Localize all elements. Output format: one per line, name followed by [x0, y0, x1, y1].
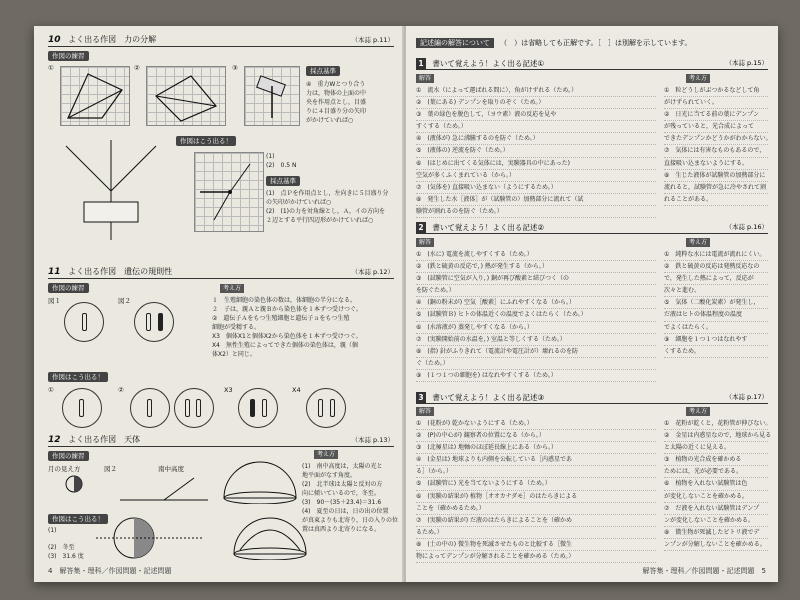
answer-tag: 解答: [416, 74, 434, 83]
section-reference: （本誌 p.17）: [725, 393, 768, 401]
exam-tag: 作図はこう出る！: [48, 514, 108, 524]
practice-tag: 作図の練習: [48, 451, 89, 461]
question-label: ③: [232, 64, 238, 72]
approach-tag: 考え方: [220, 284, 244, 293]
page-footer: 4 解答集・理科／作図問題・記述問題: [48, 567, 172, 575]
section-title: 書いて覚えよう！よく出る記述③: [432, 393, 545, 402]
exam-answers: (1) (2) 0.5 N: [266, 153, 297, 169]
answer-note-text: （ ）は省略しても正解です。［ ］は別解を示しています。: [500, 39, 692, 47]
section-title: よく出る作図 力の分解: [68, 35, 157, 44]
section-title: 書いて覚えよう！よく出る記述②: [432, 223, 545, 232]
question-label: ①: [48, 386, 54, 394]
exam-tag: 作図はこう出る！: [176, 136, 236, 146]
section-1-header: [416, 58, 768, 70]
chromosome: [79, 399, 84, 417]
book-spread: [34, 26, 778, 582]
section-reference: （本誌 p.15）: [725, 59, 768, 67]
section-reference: （本誌 p.11）: [351, 36, 394, 44]
cell-diagram-2: [134, 302, 174, 342]
sun-path-diagram: [230, 510, 310, 560]
approach-tag: 考え方: [686, 238, 710, 247]
cell-answer-x4: [306, 388, 346, 428]
page-footer: 解答集・理科／作図問題・記述問題 5: [642, 567, 766, 575]
force-diagram-2: [146, 66, 226, 126]
string-force-diagram: [56, 136, 166, 244]
chromosome: [185, 399, 190, 417]
answer-note: [416, 38, 692, 48]
approach-text-12: (1) 南中高度は，太陽の光と 地平面がなす角度。 (2) 北半球は太陽と反対の方 向に傾いているので，冬至。 (3) 90－(35＋23.4)＝31.6 (4) 夏至の日は，日の出の位置 が真東よりも北寄り，日の入りの位 置は真西より北寄りになる。: [302, 463, 399, 533]
cell-answer-3: [174, 388, 214, 428]
chromosome: [262, 399, 267, 417]
section-reference: （本誌 p.13）: [351, 436, 394, 444]
earth-orbit-diagram: [94, 514, 204, 562]
exam-force-diagram: [194, 152, 264, 232]
answer-tag: 解答: [416, 407, 434, 416]
section-number: 10: [48, 35, 61, 45]
section-2-header: [416, 222, 768, 234]
chromosome: [196, 399, 201, 417]
chromosome: [146, 313, 151, 331]
question-label: X4: [292, 386, 301, 394]
section-title: よく出る作図 天体: [68, 435, 141, 444]
chromosome: [147, 399, 152, 417]
section-number: 1: [416, 58, 426, 69]
criteria-tag: 採点基準: [306, 66, 340, 76]
answer-tag: 解答: [416, 238, 434, 247]
section-number: 11: [48, 267, 61, 277]
exam-answers-12: (1) (2) 冬至 (3) 31.6 度: [48, 527, 84, 560]
moon-phase-diagram: [54, 474, 94, 494]
chromosome: [158, 313, 163, 331]
altitude-label: 南中高度: [158, 465, 184, 473]
section-12-header: [48, 434, 394, 447]
section-2-answers: ① (水に) 電流を流しやすくする（ため。） ② (鉄と硫黄の反応で，) 熱が発生する（から。） ③ (試験管に空気が入り，) 銅が再び酸素と結びつく（の を防ぐため。） ④ (銅の粉末が) 空気［酸素］にふれやすくなる（から。） ⑤ (試験管Ｂ) ヒトの体温近くの温度でよくはたらく（ため。） ⑥ (水溶液が) 蒸発しやすくなる（から。） ⑦ (実験開始前の水温を，) 室温と等しくする（ため。） ⑧ (指) 針がふりきれて（電流計や電圧計が）壊れるのを防 ぐ（ため。） ⑨ (１つ１つの細胞を) はなれやすくする（ため。）: [416, 249, 656, 382]
moon-label: 月の見え方: [48, 465, 81, 473]
section-1-notes: ① 粒どうしがぶつかるなどして角 がけずられていく。 ② 日光に当てる前の葉にデンプン が残っていると，光合成によって できたデンプンかどうかがわからない。 ⑦ 気体には有害なものもあるので， 直接吸い込まないようにする。 ⑧ 生じた液体が試験管の加熱部分に 流れると，試験管が急に冷やされて割 れることがある。: [664, 85, 768, 206]
altitude-diagram: [114, 474, 214, 504]
section-title: 書いて覚えよう！よく出る記述①: [432, 59, 545, 68]
celestial-sphere-diagram: [220, 454, 300, 504]
approach-tag: 考え方: [686, 74, 710, 83]
question-label: ②: [118, 386, 124, 394]
section-3-notes: ① 花粉が乾くと，花粉管が伸びない。 ② 金星は内惑星なので，地球から見る と太陽の近くに見える。 ③ 植物の光合成を確かめる ためには，光が必要である。 ⑥ 植物を入れない試験管は色 が変化しないことを確かめる。 ⑦ だ液を入れない試験管はデンプ ンが変化しないことを確かめる。 ⑧ 微生物が死滅したビトリ液でデ ンプンが分解しないことを確かめる。: [664, 418, 768, 551]
criteria-text-2: (1) 点Ｐを作用点とし，左向きに５目盛り分 の矢印がかけていれば○ (2) (1)の力を対角線とし，Ａ，イの方向を ２辺とする平行四辺形がかけていれば○: [266, 190, 389, 224]
section-11-header: [48, 266, 394, 279]
section-3-answers: ① (花粉が) 乾かないようにする（ため。） ② (P)の中心が) 観察者の位置になる（から。） ③ (北極星は) 地軸のほぼ延長線上にある（から。） ④ (金星は) 地球よりも内側を公転している［内惑星であ る］（から。） ⑤ (試験管に) 光を当てないようにする（ため。） ⑥ (実験の結果が) 植物［オオカナダモ］のはたらきによる ことを（確かめるため。） ⑦ (実験の結果が) だ液のはたらきによることを（確かめ るため。） ⑧ (土の中の) 微生物を死滅させたものと比較する［微生 物によってデンプンが分解されることを確かめる（ため。）: [416, 418, 656, 563]
section-reference: （本誌 p.16）: [725, 223, 768, 231]
practice-tag: 作図の練習: [48, 283, 89, 293]
left-page: [34, 26, 404, 582]
force-diagram-1: [60, 66, 130, 126]
approach-tag: 考え方: [686, 407, 710, 416]
figure-label: 図２: [104, 465, 117, 473]
chromosome: [318, 399, 323, 417]
figure-label: 図１: [48, 297, 61, 305]
section-number: 2: [416, 222, 426, 233]
approach-tag: 考え方: [314, 450, 338, 459]
cell-answer-x3: [238, 388, 278, 428]
section-3-header: [416, 392, 768, 404]
section-2-notes: ① 純粋な水には電流が流れにくい。 ② 鉄と硫黄の反応は発熱反応なの で，発生した熱によって，反応が 次々と進む。 ⑤ 気体（二酸化炭素）が発生し， だ液はヒトの体温程度の温度 でよくはたらく。 ⑨ 細胞を１つ１つはなれやす くするため。: [664, 249, 768, 358]
criteria-text: ④ 重力Wとつり合う 力は，物体の上面の中 央を作用点とし，目盛 りに４目盛り分の矢印 がかけていれば○: [306, 81, 367, 124]
question-label: ②: [134, 64, 140, 72]
question-label: X3: [224, 386, 233, 394]
practice-tag: 作図の練習: [48, 51, 89, 61]
question-label: ①: [48, 64, 54, 72]
section-number: 12: [48, 435, 61, 445]
chromosome: [330, 399, 335, 417]
chromosome: [250, 399, 255, 417]
section-number: 3: [416, 392, 426, 403]
section-reference: （本誌 p.12）: [351, 268, 394, 276]
exam-tag: 作図はこう出る！: [48, 372, 108, 382]
chromosome: [82, 313, 87, 331]
force-diagram-3: [244, 66, 300, 126]
section-10-header: [48, 34, 394, 47]
approach-text-11: １ 生殖細胞の染色体の数は，体細胞の半分になる。 ２ 子は，親Ａと親Ｂから染色体を１本ずつ受けつぐ。 ② 遺伝子Ａをもつ生殖細胞と遺伝子ａをもつ生殖 細胞が受精する。 X3 個体X1と個体X2から染色体を１本ずつ受けつぐ。 X4 無性生殖によってできた個体の染色体は，親（個 体X2）と同じ。: [212, 297, 362, 358]
section-1-answers: ① 流水（によって運ばれる間に），角がけずれる（ため。） ② (葉にある) デンプンを取りのぞく（ため。） ③ 葉の緑色を脱色して，（ヨウ素）液の反応を見や すくする（ため。） ④ (液体が) 急に沸騰するのを防ぐ（ため。） ⑤ (液体の) 逆流を防ぐ（ため。） ⑥ (はじめに出てくる気体には，実験器具の中にあった) 空気が多くふくまれている（から。） ⑦ (気体を) 直接吸い込まない（ようにするため。） ⑧ 発生した水［液体］が（試験管の）加熱部分に流れて（試 験管が割れるのを防ぐ（ため。）: [416, 85, 656, 218]
section-title: よく出る作図 遺伝の規則性: [68, 267, 173, 276]
answer-note-tag: 記述編の解答について: [416, 38, 494, 48]
criteria-tag-2: 採点基準: [266, 176, 300, 186]
figure-label: 図２: [118, 297, 131, 305]
right-page: [406, 26, 778, 582]
